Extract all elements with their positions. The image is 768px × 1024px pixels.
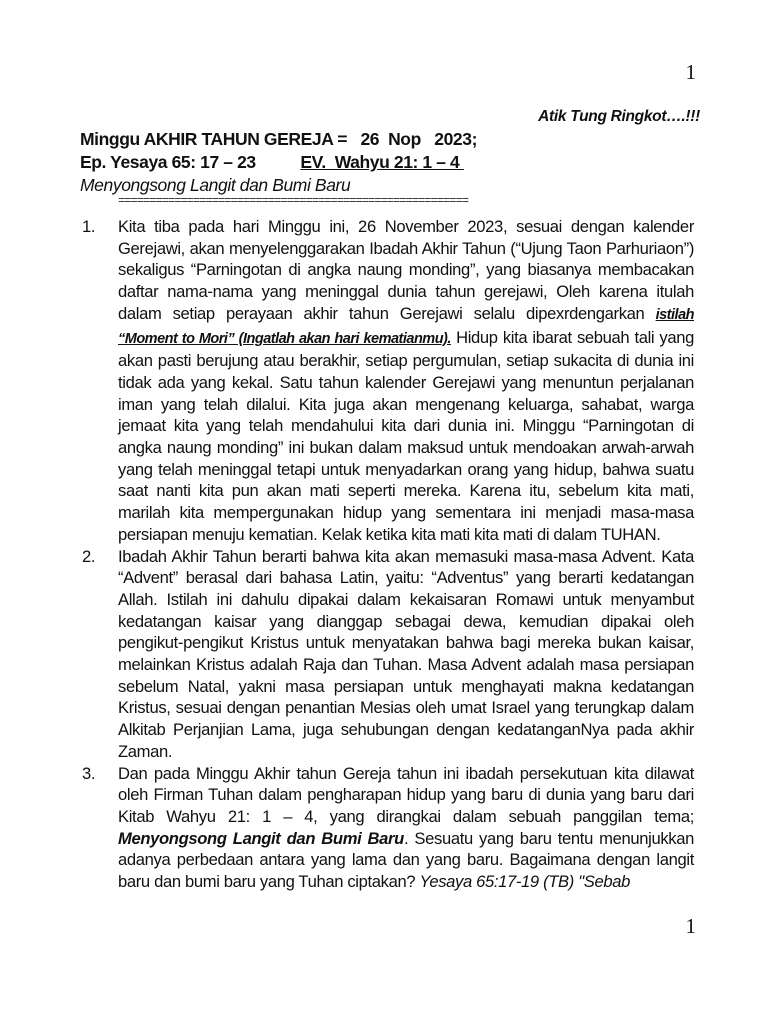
list-number: 2. — [82, 546, 96, 566]
paragraph-text: Hidup kita ibarat sebuah tali yang akan pasti berujung atau berakhir, setiap pergumulan, setiap sukacita di dunia ini tidak ada yang kekal. Satu tahun kalender Gerejawi yang menuntun perjalanan iman yang telah dilalui. Kita juga akan mengenang keluarga, sahabat, warga jemaat kita yang telah mendahului kita dari dunia ini. Minggu “Parningotan di angka naung monding” ini bukan dalam maksud untuk mendoakan arwah-arwah yang telah meninggal tetapi untuk menyadarkan orang yang hidup, bahwa suatu saat nanti kita pun akan mati seperti mereka. Karena itu, sebelum kita mati, marilah kita mempergunakan hidup yang sementara ini menjadi masa-masa persiapan menuju kematian. Kelak ketika kita mati kita mati di dalam TUHAN. — [118, 327, 694, 544]
page-number-bottom: 1 — [685, 914, 696, 938]
scripture-citation: Yesaya 65:17-19 (TB) "Sebab — [419, 872, 630, 892]
theme-emphasis: Menyongsong Langit dan Bumi Baru — [118, 828, 404, 848]
separator-line: ======================================================== — [118, 194, 469, 208]
list-item — [82, 763, 694, 893]
author-signature: Atik Tung Ringkot….!!! — [538, 108, 700, 125]
sermon-date-line: Minggu AKHIR TAHUN GEREJA = 26 Nop 2023; — [80, 129, 478, 149]
scripture-line — [80, 151, 700, 174]
paragraph-text: Dan pada Minggu Akhir tahun Gereja tahun ini ibadah persekutuan kita dilawat oleh Firman Tuhan dalam pengharapan hidup yang baru di dunia yang baru dari Kitab Wahyu 21: 1 – 4, yang dirangkai dalam sebuah panggilan tema; — [118, 763, 694, 826]
paragraph-text: . Sesuatu yang baru tentu menunjukkan adanya perbedaan antara yang lama dan yang baru. Bagaimana dengan langit baru dan bumi baru yang Tuhan ciptakan? — [118, 828, 694, 892]
list-item — [82, 216, 694, 546]
sermon-header — [80, 128, 700, 197]
list-item-text — [118, 546, 694, 763]
paragraph-text: Ibadah Akhir Tahun berarti bahwa kita akan memasuki masa-masa Advent. Kata “Advent” berasal dari bahasa Latin, yaitu: “Adventus” yang berarti kedatangan Allah. Istilah ini dahulu dipakai dalam kekaisaran Romawi untuk menyambut kedatangan kaisar yang dianggap sebagai dewa, kemudian dipakai oleh pengikut-pengikut Kristus untuk menyatakan bahwa bagi mereka bukan kaisar, melainkan Kristus adalah Raja dan Tuhan. Masa Advent adalah masa persiapan sebelum Natal, yakni masa persiapan untuk menghayati makna kedatangan Kristus, sesuai dengan penantian Mesias oleh umat Israel yang terungkap dalam Alkitab Perjanjian Lama, juga sehubungan dengan kedatanganNya pada akhir Zaman. — [118, 546, 694, 761]
list-item-text — [118, 763, 694, 893]
list-number: 3. — [82, 763, 96, 783]
numbered-list — [82, 216, 694, 893]
page-number-top: 1 — [685, 60, 696, 84]
sermon-theme: Menyongsong Langit dan Bumi Baru — [80, 175, 351, 195]
emphasis-text: istilah “Moment to Mori” (Ingatlah akan hari kematianmu). — [118, 306, 694, 347]
list-number: 1. — [82, 217, 96, 236]
epistle-reference: Ep. Yesaya 65: 17 – 23 — [80, 152, 256, 172]
list-item — [82, 546, 694, 763]
paragraph-text: Kita tiba pada hari Minggu ini, 26 November 2023, sesuai dengan kalender Gerejawi, akan menyelenggarakan Ibadah Akhir Tahun (“Ujung Taon Parhuriaon”) sekaligus “Parningotan di angka naung monding”, yang biasanya membacakan daftar nama-nama yang meninggal dunia tahun gerejawi, Oleh karena itulah dalam setiap perayaan akhir tahun Gerejawi selalu dipexrdengarkan — [118, 217, 694, 323]
gospel-reference: EV. Wahyu 21: 1 – 4 — [300, 152, 464, 172]
list-item-text — [118, 216, 694, 546]
